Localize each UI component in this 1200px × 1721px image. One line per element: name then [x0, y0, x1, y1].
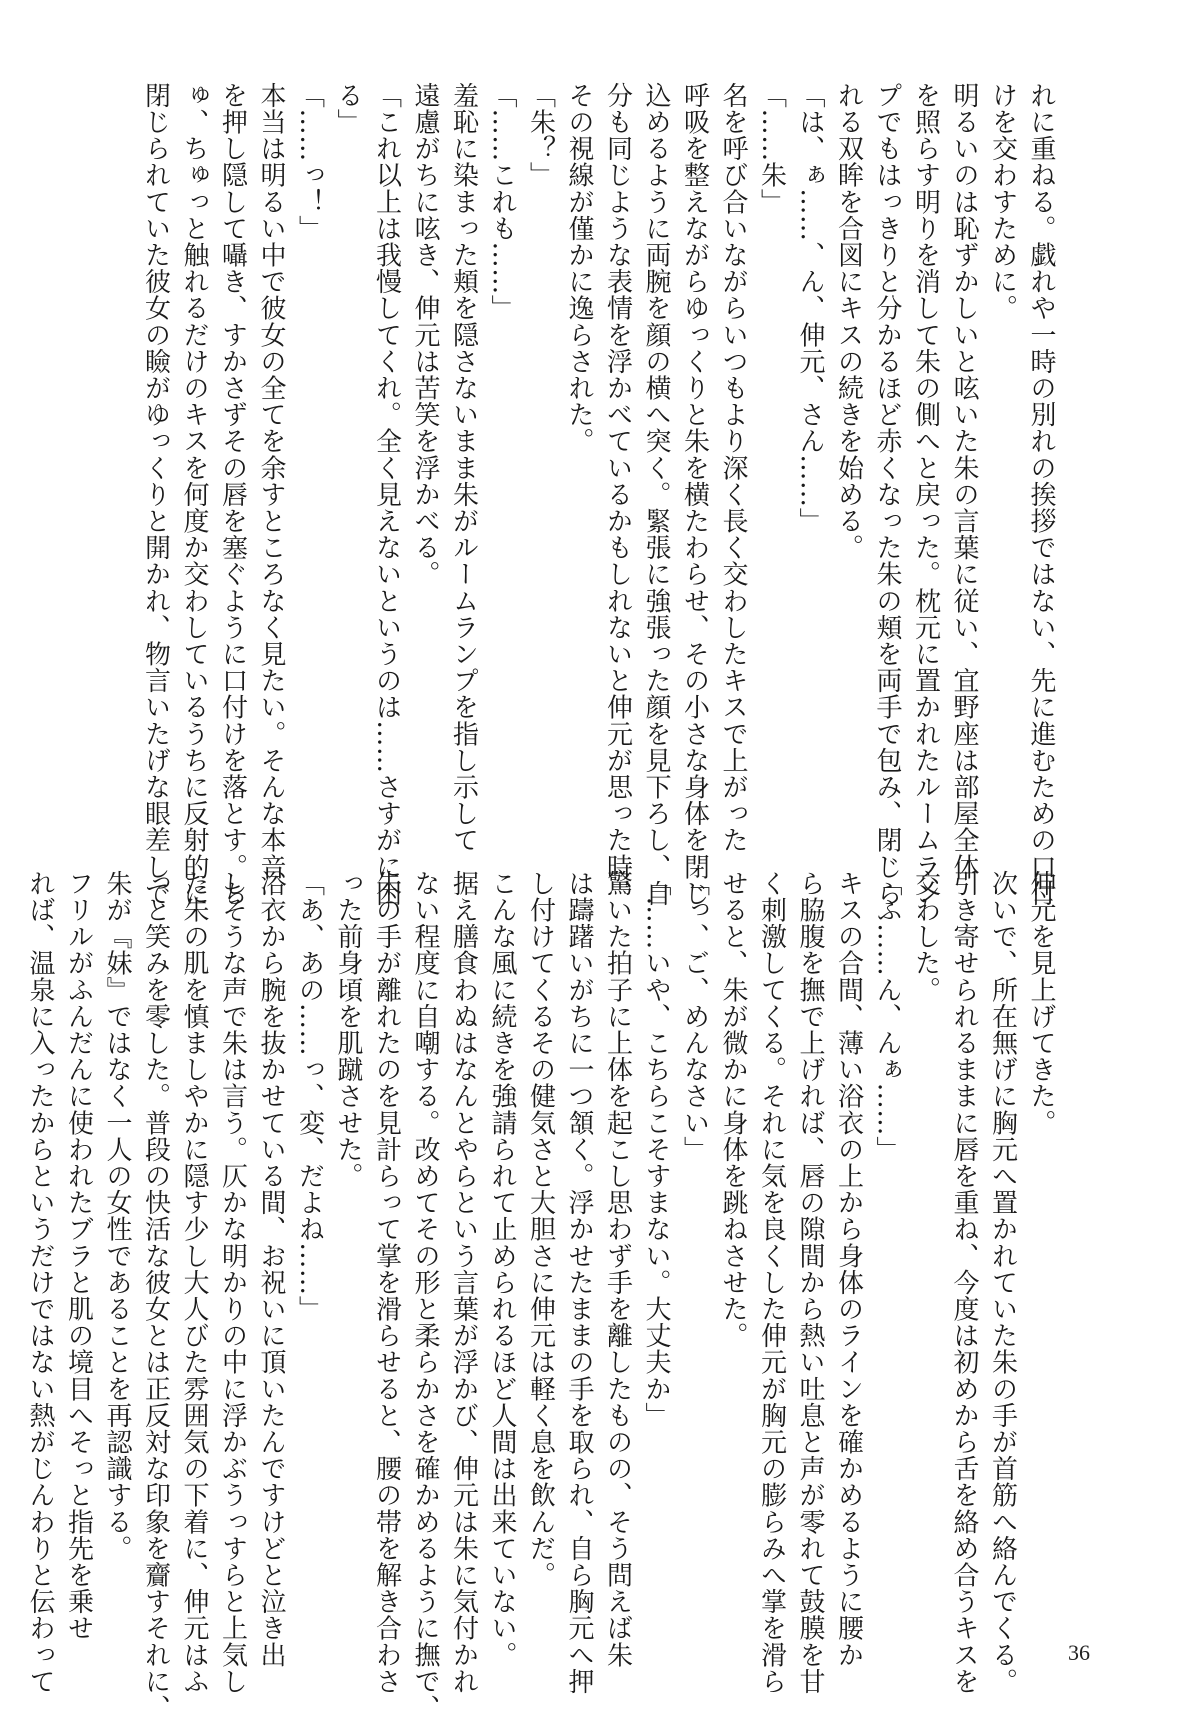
text-line: し付けてくるその健気さと大胆さに伸元は軽く息を飲んだ。 — [525, 870, 556, 1589]
text-line: 本当は明るい中で彼女の全てを余すところなく見たい。そんな本音 — [256, 82, 286, 880]
text-line: を押し隠して囁き、すかさずその唇を塞ぐように口付けを落とす。ち — [217, 82, 248, 907]
text-line: 分も同じような表情を浮かべているかもしれないと伸元が思った時、 — [602, 82, 633, 907]
text-line: プでもはっきりと分かるほど赤くなった朱の頬を両手で包み、閉じら — [872, 82, 902, 907]
text-line: 朱の手が離れたのを見計らって掌を滑らせると、腰の帯を解き合わさ — [371, 870, 402, 1695]
text-line: 「……っ！」 — [294, 82, 325, 242]
text-line: 浴衣から腕を抜かせている間、お祝いに頂いたんですけどと泣き出 — [256, 870, 286, 1668]
text-line: れば、温泉に入ったからというだけではない熱がじんわりと伝わって — [25, 870, 55, 1695]
text-line: った前身頃を肌蹴させた。 — [333, 870, 363, 1190]
text-line: 遠慮がちに呟き、伸元は苦笑を浮かべる。 — [410, 82, 440, 588]
text-line: 羞恥に染まった頬を隠さないまま朱がルームランプを指し示して — [448, 82, 479, 854]
text-line: 「あ、あの……っ、変、だよね……」 — [294, 870, 325, 1323]
text-line: 明るいのは恥ずかしいと呟いた朱の言葉に従い、宜野座は部屋全体 — [949, 82, 979, 880]
text-line: た朱の肌を慎ましやかに隠す少し大人びた雰囲気の下着に、伸元はふ — [179, 870, 209, 1695]
text-line: 「……朱」 — [756, 82, 787, 215]
text-line: 呼吸を整えながらゆっくりと朱を横たわらせ、その小さな身体を閉じ — [679, 82, 710, 907]
page-number: 36 — [1068, 1640, 1090, 1665]
text-line: 「っ、ご、めんなさい」 — [679, 870, 710, 1163]
text-line: キスの合間、薄い浴衣の上から身体のラインを確かめるように腰か — [833, 870, 864, 1668]
text-line: 驚いた拍子に上体を起こし思わず手を離したものの、そう問えば朱 — [602, 870, 633, 1668]
text-line: ら脇腹を撫で上げれば、唇の隙間から熱い吐息と声が零れて鼓膜を甘 — [795, 870, 825, 1695]
text-line: 「……いや、こちらこそすまない。大丈夫か」 — [641, 870, 671, 1429]
text-line: っと笑みを零した。普段の快活な彼女とは正反対な印象を齎すそれに、 — [140, 870, 171, 1721]
text-line: 次いで、所在無げに胸元へ置かれていた朱の手が首筋へ絡んでくる。 — [987, 870, 1018, 1695]
text-line: 引き寄せられるままに唇を重ね、今度は初めから舌を絡め合うキスを — [949, 870, 979, 1695]
text-line: 「……これも……」 — [487, 82, 517, 322]
text-line: フリルがふんだんに使われたブラと肌の境目へそっと指先を乗せ — [63, 870, 94, 1642]
text-line: は躊躇いがちに一つ頷く。浮かせたままの手を取られ、自ら胸元へ押 — [564, 870, 594, 1695]
text-line: 「は、ぁ……、ん、伸元、さん……」 — [795, 82, 825, 535]
text-line: 「ふ……ん、んぁ……」 — [872, 870, 902, 1163]
text-line: ない程度に自嘲する。改めてその形と柔らかさを確かめるように撫で、 — [410, 870, 440, 1721]
text-line: れる双眸を合図にキスの続きを始める。 — [833, 82, 864, 561]
text-line: く刺激してくる。それに気を良くした伸元が胸元の膨らみへ掌を滑ら — [756, 870, 787, 1695]
text-line: その視線が僅かに逸らされた。 — [564, 82, 594, 455]
text-line: を照らす明りを消して朱の側へと戻った。枕元に置かれたルームラン — [910, 82, 941, 907]
text-line: 朱が『妹』ではなく一人の女性であることを再認識する。 — [102, 870, 132, 1562]
text-line: 伸元を見上げてきた。 — [1026, 870, 1056, 1136]
text-line: 「朱？」 — [525, 82, 556, 189]
text-line: 込めるように両腕を顔の横へ突く。緊張に強張った顔を見下ろし、自 — [641, 82, 671, 907]
text-line: る」 — [333, 82, 363, 136]
text-line: せると、朱が微かに身体を跳ねさせた。 — [718, 870, 748, 1349]
text-line: こんな風に続きを強請られて止められるほど人間は出来ていない。 — [487, 870, 517, 1668]
text-line: しそうな声で朱は言う。仄かな明かりの中に浮かぶうっすらと上気し — [217, 870, 248, 1695]
text-line: れに重ねる。戯れや一時の別れの挨拶ではない、先に進むための口付 — [1026, 82, 1056, 907]
text-block-top — [60, 82, 1060, 907]
text-line: 「これ以上は我慢してくれ。全く見えないというのは……さすがに困 — [371, 82, 402, 907]
text-block-bottom — [25, 870, 1060, 1721]
text-line: ゅ、ちゅっと触れるだけのキスを何度か交わしているうちに反射的に — [179, 82, 209, 907]
text-line: 閉じられていた彼女の瞼がゆっくりと開かれ、物言いたげな眼差しで — [140, 82, 171, 907]
text-line: 交わした。 — [910, 870, 941, 1003]
text-line: 名を呼び合いながらいつもより深く長く交わしたキスで上がった — [718, 82, 748, 854]
text-line: 据え膳食わぬはなんとやらという言葉が浮かび、伸元は朱に気付かれ — [448, 870, 479, 1695]
text-line: けを交わすために。 — [987, 82, 1018, 322]
